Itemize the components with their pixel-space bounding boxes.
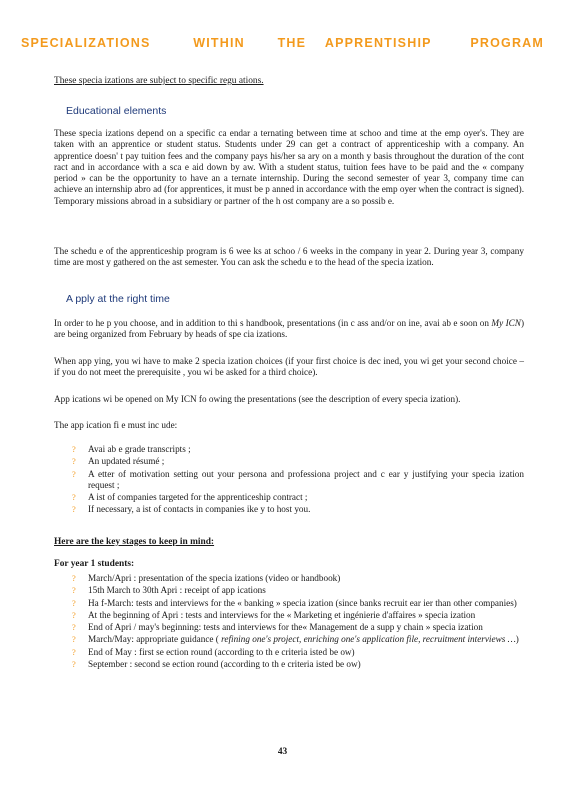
list-item	[72, 504, 524, 515]
bullet-icon: ?	[72, 573, 76, 583]
apply-paragraph-1-text-end: ) are being organized from February by heads of spe cia izations.	[54, 318, 524, 340]
bullet-icon: ?	[72, 622, 76, 633]
bullet-icon: ?	[72, 597, 76, 608]
list-item	[72, 573, 524, 584]
list-item	[72, 444, 524, 455]
bullet-icon: ?	[72, 444, 76, 454]
intro-line: These specia izations are subject to specific regu ations.	[54, 76, 264, 86]
list-item-text: End of Apri / may's beginning: tests and interviews for the« Management de a supp y chain » specia ization	[88, 622, 483, 633]
list-item-text: If necessary, a ist of contacts in companies ike y to host you.	[88, 504, 311, 515]
key-stages-title: Here are the key stages to keep in mind:	[54, 537, 215, 547]
bullet-icon: ?	[72, 585, 76, 596]
bullet-icon: ?	[72, 456, 76, 467]
list-item-text: Avai ab e grade transcripts ;	[88, 444, 191, 454]
apply-paragraph-2: When app ying, you wi have to make 2 specia ization choices (if your first choice is dec ined, you wi get your second choice – if you do not meet the prerequisite , you wi be asked for a third choice).	[54, 356, 524, 378]
page-title	[0, 36, 565, 50]
list-item-text: September : second se ection round (according to th e criteria isted be ow)	[88, 659, 361, 670]
list-item-text: A etter of motivation setting out your persona and professiona project and c ear y justifying your specia ization request ;	[88, 468, 524, 490]
educational-paragraph-2: The schedu e of the apprenticeship program is 6 wee ks at schoo / 6 weeks in the company in year 2. During year 3, company time are most y gathered on the ast semester. You can ask the schedu e to the head of the specia ization.	[54, 246, 524, 268]
application-file-list	[72, 444, 524, 517]
list-item-text: An updated résumé ;	[88, 456, 165, 467]
title-word: PROGRAM	[470, 36, 545, 50]
apply-paragraph-3: App ications wi be opened on My ICN fo owing the presentations (see the description of every specia ization).	[54, 394, 461, 404]
list-item-text: 15th March to 30th Apri : receipt of app ications	[88, 585, 266, 596]
apply-paragraph-1-text: In order to he p you choose, and in addition to thi s handbook, presentations (in c ass and/or on ine, avai ab e soon on	[54, 318, 492, 328]
bullet-icon: ?	[72, 634, 76, 645]
list-item	[72, 634, 524, 645]
key-stages-list	[72, 573, 524, 671]
list-item-text: End of May : first se ection round (according to th e criteria isted be ow)	[88, 646, 355, 657]
bullet-icon: ?	[72, 504, 76, 515]
educational-elements-heading: Educational elements	[66, 105, 167, 117]
list-item	[72, 610, 524, 621]
page-number: 43	[277, 747, 288, 757]
list-item	[72, 492, 524, 503]
educational-paragraph-1: These specia izations depend on a specific ca endar a ternating between time at schoo and time at the emp oyer's. They are taken with an apprentice or student status. Students under 29 can get a contract of apprenticeship with a company. An apprentice doesn' t pay tuition fees and the company pays his/her sa ary on a month y basis throughout the duration of the cont ract and in accordance with a sca e aid down by aw. With a student status, tuition fees have to be paid and the « company period » can be the opportunity to have an a ternate internship. During the second semester of year 3, company time can achieve an internship abro ad (for apprentices, it must be p anned in accordance with the emp oyer when the contract is signed). Temporary missions abroad in a subsidiary or partner of the h ost company are a so possib e.	[54, 128, 524, 206]
list-item	[72, 585, 524, 596]
bullet-icon: ?	[72, 492, 76, 503]
title-word: WITHIN	[193, 36, 245, 50]
list-item	[72, 598, 524, 609]
list-item-text: Ha f-March: tests and interviews for the « banking » specia ization (since banks recruit ear ier than other companies)	[88, 597, 517, 608]
list-item-text: March/Apri : presentation of the specia izations (video or handbook)	[88, 573, 341, 583]
apply-paragraph-4: The app ication fi e must inc ude:	[54, 420, 178, 430]
list-item	[72, 456, 524, 467]
list-item-text: At the beginning of Apri : tests and interviews for the « Marketing et ingénierie d'affaires » specia ization	[88, 609, 476, 620]
list-item-text: A ist of companies targeted for the apprenticeship contract ;	[88, 492, 308, 503]
list-item	[72, 469, 524, 492]
title-word: THE	[277, 36, 307, 50]
year-1-label: For year 1 students:	[54, 559, 135, 569]
title-word: SPECIALIZATIONS	[20, 36, 151, 50]
title-word: APPRENTISHIP	[324, 36, 432, 50]
apply-heading: A pply at the right time	[66, 293, 170, 305]
list-item	[72, 659, 524, 670]
bullet-icon: ?	[72, 468, 76, 479]
my-icn-italic: My ICN	[491, 318, 521, 328]
list-item	[72, 647, 524, 658]
list-item-text: March/May: appropriate guidance (	[88, 634, 222, 645]
bullet-icon: ?	[72, 609, 76, 620]
list-item-text-end: )	[515, 634, 519, 645]
bullet-icon: ?	[72, 646, 76, 657]
apply-paragraph-1	[54, 318, 524, 341]
list-item	[72, 622, 524, 633]
bullet-icon: ?	[72, 659, 76, 670]
list-item-italic: refining one's project, enriching one's application file, recruitment interviews …	[221, 634, 516, 645]
